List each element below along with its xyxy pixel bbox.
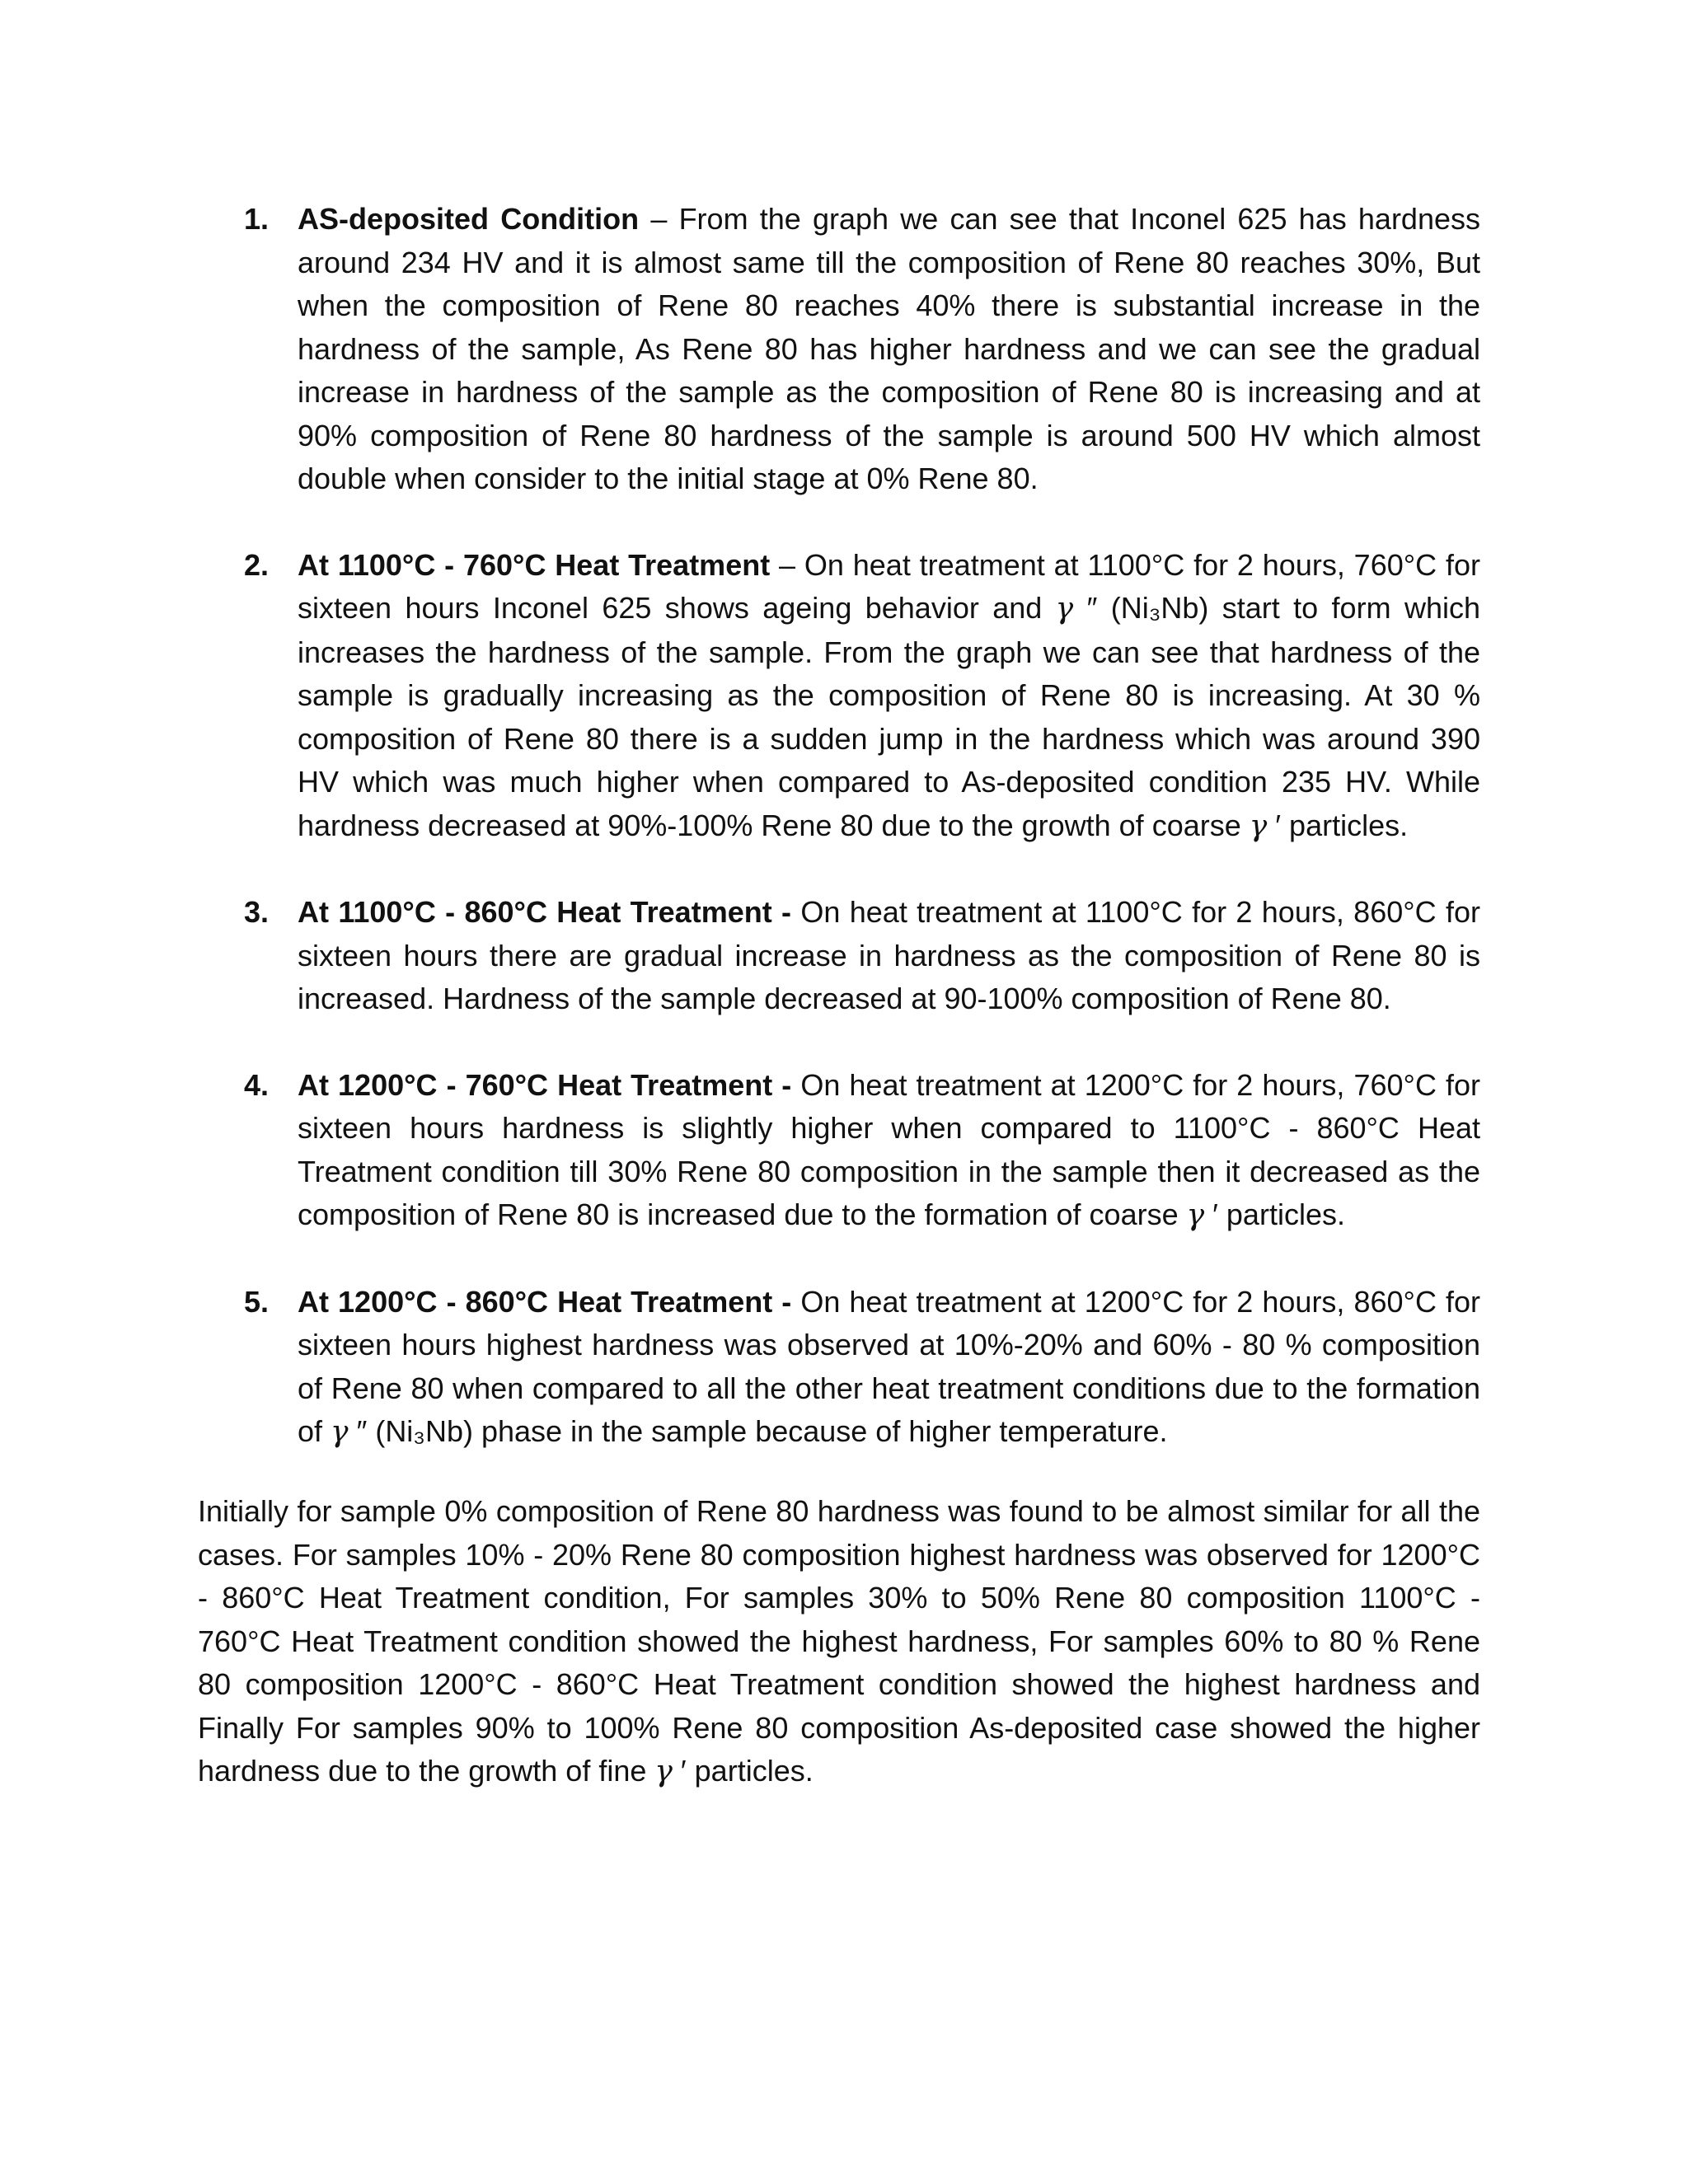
list-item-as-deposited: [244, 198, 1480, 501]
gamma-symbol: γ: [1055, 592, 1074, 626]
list-item-number: 3.: [244, 895, 270, 929]
list-item-heading: At 1100°C - 860°C Heat Treatment -: [298, 895, 792, 929]
list-item-heading: At 1200°C - 860°C Heat Treatment -: [298, 1284, 792, 1319]
list-item-heading: At 1100°C - 760°C Heat Treatment: [298, 547, 771, 582]
list-item-text: ″ (Ni₃Nb) phase in the sample because of higher temperature.: [356, 1414, 1168, 1448]
list-item-text: ′ particles.: [1275, 808, 1409, 842]
summary-text: Initially for sample 0% composition of Rene 80 hardness was found to be almost similar for all the cases. For samples 10% - 20% Rene 80 composition highest hardness was observed for 1200°C - 860°C Heat Treatment condition, For samples 30% to 50% Rene 80 composition 1100°C - 760°C Heat Treatment condition showed the highest hardness, For samples 60% to 80 % Rene 80 composition 1200°C - 860°C Heat Treatment condition showed the highest hardness and Finally For samples 90% to 100% Rene 80 composition As-deposited case showed the higher hardness due to the growth of fine: [198, 1494, 1480, 1788]
list-item-text: On heat treatment at 1200°C for 2 hours, 860°C for sixteen hours highest hardness was observed at 10%-20% and 60% - 80 % composition of Rene 80 when compared to all the other heat treatment conditions due to the formation of: [298, 1284, 1480, 1448]
list-item-heading: AS-deposited Condition: [298, 202, 640, 236]
heat-treatment-list: [244, 198, 1480, 1497]
list-item-text: On heat treatment at 1100°C for 2 hours, 860°C for sixteen hours there are gradual increase in hardness as the composition of Rene 80 is increased. Hardness of the sample decreased at 90-100% composition of Rene 80.: [298, 895, 1480, 1015]
list-item-number: 1.: [244, 202, 270, 236]
list-item-text: ″ (Ni₃Nb) start to form which increases the hardness of the sample. From the graph we can see that hardness of the sample is gradually increasing as the composition of Rene 80 is increasing. At 30 % composition of Rene 80 there is a sudden jump in the hardness which was around 390 HV which was much higher when compared to As-deposited condition 235 HV. While hardness decreased at 90%-100% Rene 80 due to the growth of coarse: [298, 591, 1480, 842]
list-item-1200-860: [244, 1281, 1480, 1455]
list-item-text: From the graph we can see that Inconel 625 has hardness around 234 HV and it is almost same till the composition of Rene 80 reaches 30%, But when the composition of Rene 80 reaches 40% there is substantial increase in the hardness of the sample, As Rene 80 has higher hardness and we can see the gradual increase in hardness of the sample as the composition of Rene 80 is increasing and at 90% composition of Rene 80 hardness of the sample is around 500 HV which almost double when consider to the initial stage at 0% Rene 80.: [298, 202, 1480, 495]
heading-separator: –: [639, 202, 679, 236]
list-item-number: 5.: [244, 1284, 270, 1319]
list-item-number: 2.: [244, 547, 270, 582]
list-item-1200-760: [244, 1064, 1480, 1238]
summary-paragraph: [198, 1490, 1480, 1794]
heading-separator: –: [770, 547, 804, 582]
gamma-symbol: γ: [1186, 1198, 1205, 1232]
gamma-symbol: γ: [331, 1415, 349, 1449]
gamma-symbol: γ: [1249, 808, 1268, 843]
summary-text: ′ particles.: [680, 1754, 814, 1788]
list-item-text: On heat treatment at 1200°C for 2 hours, 760°C for sixteen hours hardness is slightly higher when compared to 1100°C - 860°C Heat Treatment condition till 30% Rene 80 composition in the sample then it decreased as the composition of Rene 80 is increased due to the formation of coarse: [298, 1067, 1480, 1231]
list-item-1100-860: [244, 891, 1480, 1021]
gamma-symbol: γ: [654, 1755, 673, 1788]
list-item-text: On heat treatment at 1100°C for 2 hours, 760°C for sixteen hours Inconel 625 shows ageing behavior and: [298, 547, 1480, 625]
list-item-text: ′ particles.: [1212, 1197, 1345, 1231]
list-item-1100-760: [244, 544, 1480, 849]
list-item-heading: At 1200°C - 760°C Heat Treatment -: [298, 1067, 792, 1102]
list-item-number: 4.: [244, 1067, 270, 1102]
